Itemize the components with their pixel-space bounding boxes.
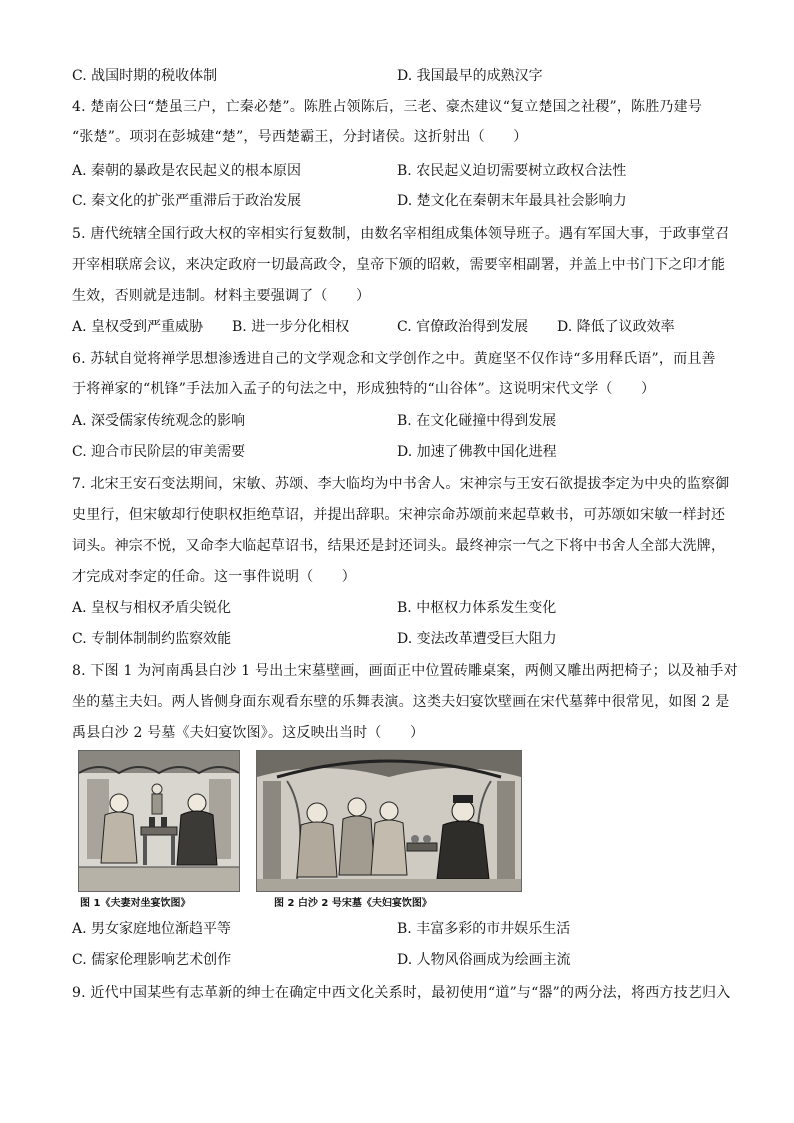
q5-option-c: C. 官僚政治得到发展 bbox=[397, 319, 529, 335]
q9-stem-line-1: 9. 近代中国某些有志革新的绅士在确定中西文化关系时，最初使用“道”与“器”的两分法，将西方技艺归入 bbox=[72, 985, 731, 1001]
q6-option-a: A. 深受儒家传统观念的影响 bbox=[72, 413, 246, 429]
q5-option-a: A. 皇权受到严重威胁 bbox=[72, 319, 204, 335]
q7-option-d: D. 变法改革遭受巨大阻力 bbox=[397, 631, 557, 647]
q6-stem-line-2: 于将禅家的“机锋”手法加入孟子的句法之中，形成独特的“山谷体”。这说明宋代文学（ ） bbox=[72, 381, 656, 397]
q8-option-a: A. 男女家庭地位渐趋平等 bbox=[72, 921, 232, 937]
q8-figures bbox=[78, 750, 522, 910]
q6-option-c: C. 迎合市民阶层的审美需要 bbox=[72, 444, 246, 460]
q5-option-b: B. 进一步分化相权 bbox=[232, 319, 350, 335]
q4-option-a: A. 秦朝的暴政是农民起义的根本原因 bbox=[72, 163, 302, 179]
q4-option-d: D. 楚文化在秦朝末年最具社会影响力 bbox=[397, 193, 627, 209]
q3-option-c: C. 战国时期的税收体制 bbox=[72, 68, 218, 84]
q7-stem-line-2: 史里行，但宋敏却行使职权拒绝草诏，并提出辞职。宋神宗命苏颂前来起草敕书，可苏颂如宋敏一样封还 bbox=[72, 507, 726, 523]
q7-option-c: C. 专制体制制约监察效能 bbox=[72, 631, 232, 647]
q5-stem-line-2: 开宰相联席会议，来决定政府一切最高政令，皇帝下颁的昭敕，需要宰相副署，并盖上中书门下之印才能 bbox=[72, 257, 726, 273]
q4-stem-line-1: 4. 楚南公曰“楚虽三户，亡秦必楚”。陈胜占领陈后，三老、豪杰建议“复立楚国之社稷”，陈胜乃建号 bbox=[72, 99, 703, 115]
q4-option-b: B. 农民起义迫切需要树立政权合法性 bbox=[397, 163, 627, 179]
q7-stem-line-3: 词头。神宗不悦，又命李大临起草诏书，结果还是封还词头。最终神宗一气之下将中书舍人全部大洗牌， bbox=[72, 538, 726, 554]
q4-stem-line-2: “张楚”。项羽在彭城建“楚”，号西楚霸王，分封诸侯。这折射出（ ） bbox=[72, 129, 528, 145]
q7-option-b: B. 中枢权力体系发生变化 bbox=[397, 600, 557, 616]
q8-stem-line-3: 禹县白沙 2 号墓《夫妇宴饮图》。这反映出当时（ ） bbox=[72, 725, 425, 741]
q8-option-d: D. 人物风俗画成为绘画主流 bbox=[397, 952, 571, 968]
q6-option-b: B. 在文化碰撞中得到发展 bbox=[397, 413, 557, 429]
q5-stem-line-1: 5. 唐代统辖全国行政大权的宰相实行复数制，由数名宰相组成集体领导班子。遇有军国大事，于政事堂召 bbox=[72, 226, 730, 242]
q8-option-b: B. 丰富多彩的市井娱乐生活 bbox=[397, 921, 571, 937]
q6-option-d: D. 加速了佛教中国化进程 bbox=[397, 444, 557, 460]
figure-1-caption: 图 1《夫妻对坐宴饮图》 bbox=[80, 898, 191, 909]
figure-2-caption: 图 2 白沙 2 号宋墓《夫妇宴饮图》 bbox=[274, 898, 432, 909]
q4-option-c: C. 秦文化的扩张严重滞后于政治发展 bbox=[72, 193, 302, 209]
figure-1-mural-image bbox=[78, 750, 240, 892]
q8-stem-line-2: 坐的墓主夫妇。两人皆侧身面东观看东壁的乐舞表演。这类夫妇宴饮壁画在宋代墓葬中很常见，如图 2 是 bbox=[72, 694, 730, 710]
q8-stem-line-1: 8. 下图 1 为河南禹县白沙 1 号出土宋墓壁画，画面正中位置砖雕桌案，两侧又雕出两把椅子；以及袖手对 bbox=[72, 663, 738, 679]
q5-option-d: D. 降低了议政效率 bbox=[557, 319, 675, 335]
q5-stem-line-3: 生效，否则就是违制。材料主要强调了（ ） bbox=[72, 288, 371, 304]
q7-option-a: A. 皇权与相权矛盾尖锐化 bbox=[72, 600, 232, 616]
q7-stem-line-1: 7. 北宋王安石变法期间，宋敏、苏颂、李大临均为中书舍人。宋神宗与王安石欲提拔李定为中央的监察御 bbox=[72, 476, 730, 492]
q3-option-d: D. 我国最早的成熟汉字 bbox=[397, 68, 543, 84]
figure-2-mural-image bbox=[256, 750, 522, 892]
q6-stem-line-1: 6. 苏轼自觉将禅学思想渗透进自己的文学观念和文学创作之中。黄庭坚不仅作诗“多用释氏语”，而且善 bbox=[72, 351, 716, 367]
q7-stem-line-4: 才完成对李定的任命。这一事件说明（ ） bbox=[72, 569, 356, 585]
q8-option-c: C. 儒家伦理影响艺术创作 bbox=[72, 952, 232, 968]
